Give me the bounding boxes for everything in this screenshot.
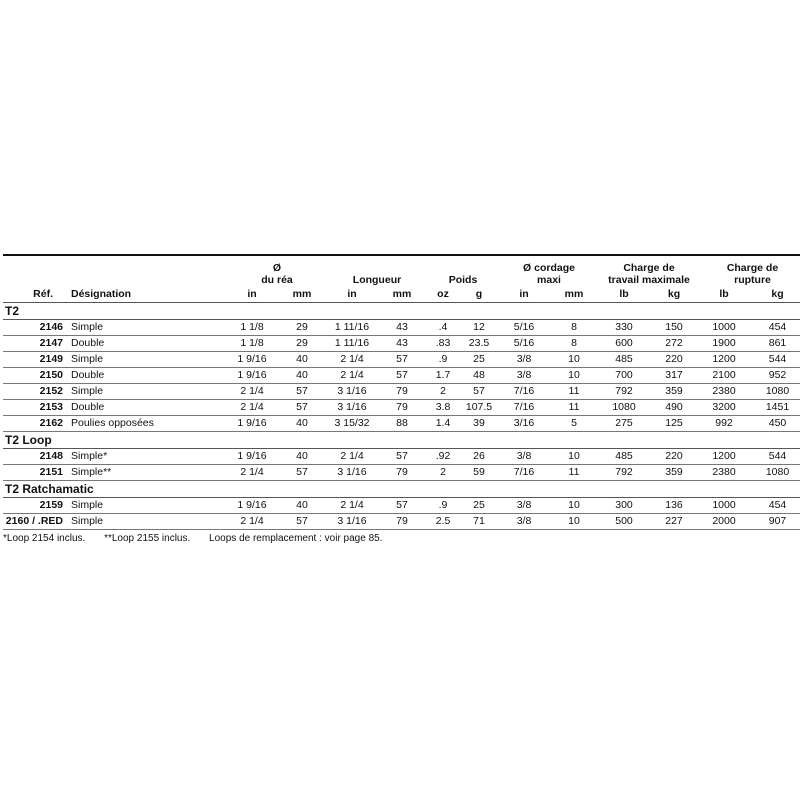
ref-cell: 2153 <box>3 400 67 416</box>
footnotes <box>3 533 796 544</box>
header-weight: Poids <box>448 274 478 286</box>
ref-cell: 2148 <box>3 449 67 465</box>
designation-cell: Double <box>67 400 227 416</box>
value-cell: 59 <box>459 465 499 481</box>
unit-header: mm <box>377 286 427 303</box>
value-cell: 2 1/4 <box>227 400 277 416</box>
value-cell: 220 <box>649 352 699 368</box>
ref-cell: 2147 <box>3 336 67 352</box>
value-cell: 1 9/16 <box>227 416 277 432</box>
value-cell: 792 <box>599 465 649 481</box>
designation-cell: Simple <box>67 352 227 368</box>
value-cell: 40 <box>277 368 327 384</box>
value-cell: 1 9/16 <box>227 352 277 368</box>
value-cell: 2.5 <box>427 514 459 530</box>
table-row <box>3 514 800 530</box>
value-cell: 220 <box>649 449 699 465</box>
value-cell: 25 <box>459 352 499 368</box>
value-cell: 79 <box>377 514 427 530</box>
value-cell: 3/8 <box>499 449 549 465</box>
value-cell: 3/16 <box>499 416 549 432</box>
value-cell: 107.5 <box>459 400 499 416</box>
value-cell: 952 <box>749 368 800 384</box>
header-diameter: Ø du réa <box>261 262 293 286</box>
value-cell: 500 <box>599 514 649 530</box>
value-cell: 3 15/32 <box>327 416 377 432</box>
value-cell: 3/8 <box>499 498 549 514</box>
designation-cell: Simple <box>67 498 227 514</box>
value-cell: 3/8 <box>499 514 549 530</box>
value-cell: 3/8 <box>499 352 549 368</box>
spec-table <box>3 254 800 530</box>
value-cell: 40 <box>277 352 327 368</box>
value-cell: 1080 <box>749 384 800 400</box>
value-cell: 25 <box>459 498 499 514</box>
value-cell: 275 <box>599 416 649 432</box>
value-cell: 1 1/8 <box>227 320 277 336</box>
ref-cell: 2150 <box>3 368 67 384</box>
header-ref: Réf. <box>3 286 67 303</box>
designation-cell: Simple <box>67 514 227 530</box>
value-cell: 40 <box>277 498 327 514</box>
value-cell: .4 <box>427 320 459 336</box>
value-cell: 40 <box>277 416 327 432</box>
value-cell: 1000 <box>699 498 749 514</box>
value-cell: 1200 <box>699 449 749 465</box>
value-cell: 1000 <box>699 320 749 336</box>
value-cell: .9 <box>427 352 459 368</box>
value-cell: 544 <box>749 449 800 465</box>
value-cell: 57 <box>377 352 427 368</box>
value-cell: 330 <box>599 320 649 336</box>
value-cell: 2 <box>427 465 459 481</box>
designation-cell: Simple <box>67 320 227 336</box>
table-row <box>3 400 800 416</box>
value-cell: 2 1/4 <box>327 449 377 465</box>
value-cell: 71 <box>459 514 499 530</box>
footnote: Loops de remplacement : voir page 85. <box>209 533 383 544</box>
value-cell: 544 <box>749 352 800 368</box>
value-cell: 1 11/16 <box>327 320 377 336</box>
value-cell: 136 <box>649 498 699 514</box>
value-cell: 29 <box>277 336 327 352</box>
value-cell: 57 <box>377 498 427 514</box>
value-cell: 10 <box>549 449 599 465</box>
value-cell: 2 1/4 <box>327 498 377 514</box>
value-cell: 1 9/16 <box>227 498 277 514</box>
group-header-row <box>3 481 800 498</box>
value-cell: 79 <box>377 400 427 416</box>
value-cell: 359 <box>649 384 699 400</box>
value-cell: 79 <box>377 465 427 481</box>
table-row <box>3 384 800 400</box>
value-cell: 1451 <box>749 400 800 416</box>
value-cell: .83 <box>427 336 459 352</box>
value-cell: 57 <box>377 368 427 384</box>
value-cell: 2380 <box>699 465 749 481</box>
ref-cell: 2152 <box>3 384 67 400</box>
value-cell: 2000 <box>699 514 749 530</box>
value-cell: 861 <box>749 336 800 352</box>
value-cell: 1.7 <box>427 368 459 384</box>
unit-header: lb <box>699 286 749 303</box>
value-cell: 227 <box>649 514 699 530</box>
value-cell: 1 9/16 <box>227 368 277 384</box>
table-row <box>3 416 800 432</box>
value-cell: 48 <box>459 368 499 384</box>
table-row <box>3 449 800 465</box>
value-cell: 7/16 <box>499 400 549 416</box>
header-rope: Ø cordage maxi <box>523 262 575 286</box>
value-cell: 5/16 <box>499 320 549 336</box>
value-cell: 3200 <box>699 400 749 416</box>
value-cell: 300 <box>599 498 649 514</box>
value-cell: 2 <box>427 384 459 400</box>
header-breaking: Charge de rupture <box>726 262 779 286</box>
value-cell: 88 <box>377 416 427 432</box>
value-cell: 2380 <box>699 384 749 400</box>
value-cell: 3.8 <box>427 400 459 416</box>
unit-header: in <box>227 286 277 303</box>
value-cell: 39 <box>459 416 499 432</box>
value-cell: 11 <box>549 400 599 416</box>
group-header-row <box>3 432 800 449</box>
value-cell: 43 <box>377 336 427 352</box>
value-cell: 2 1/4 <box>327 352 377 368</box>
unit-header: kg <box>649 286 699 303</box>
value-cell: 57 <box>277 514 327 530</box>
value-cell: 150 <box>649 320 699 336</box>
designation-cell: Double <box>67 368 227 384</box>
value-cell: 26 <box>459 449 499 465</box>
ref-cell: 2146 <box>3 320 67 336</box>
value-cell: 43 <box>377 320 427 336</box>
value-cell: 454 <box>749 498 800 514</box>
unit-header: in <box>499 286 549 303</box>
table-row <box>3 336 800 352</box>
designation-cell: Simple** <box>67 465 227 481</box>
table-row <box>3 465 800 481</box>
ref-cell: 2151 <box>3 465 67 481</box>
footnote: *Loop 2154 inclus. <box>3 533 86 544</box>
group-title: T2 Ratchamatic <box>3 481 800 498</box>
value-cell: 1 9/16 <box>227 449 277 465</box>
value-cell: 317 <box>649 368 699 384</box>
value-cell: 490 <box>649 400 699 416</box>
unit-header: oz <box>427 286 459 303</box>
value-cell: 1900 <box>699 336 749 352</box>
value-cell: .9 <box>427 498 459 514</box>
value-cell: 1.4 <box>427 416 459 432</box>
value-cell: 8 <box>549 336 599 352</box>
value-cell: 10 <box>549 368 599 384</box>
value-cell: 272 <box>649 336 699 352</box>
value-cell: 10 <box>549 514 599 530</box>
designation-cell: Poulies opposées <box>67 416 227 432</box>
value-cell: 11 <box>549 384 599 400</box>
value-cell: 907 <box>749 514 800 530</box>
value-cell: 7/16 <box>499 465 549 481</box>
value-cell: 1080 <box>749 465 800 481</box>
value-cell: 5/16 <box>499 336 549 352</box>
value-cell: 2 1/4 <box>227 514 277 530</box>
header-designation: Désignation <box>67 286 227 303</box>
value-cell: 992 <box>699 416 749 432</box>
unit-header: in <box>327 286 377 303</box>
value-cell: 485 <box>599 449 649 465</box>
table-row <box>3 352 800 368</box>
value-cell: 8 <box>549 320 599 336</box>
value-cell: 2 1/4 <box>227 465 277 481</box>
unit-header: lb <box>599 286 649 303</box>
unit-header: mm <box>549 286 599 303</box>
value-cell: 792 <box>599 384 649 400</box>
value-cell: 57 <box>459 384 499 400</box>
designation-cell: Simple <box>67 384 227 400</box>
value-cell: 57 <box>277 384 327 400</box>
unit-header: g <box>459 286 499 303</box>
table-body <box>3 303 800 530</box>
value-cell: 10 <box>549 352 599 368</box>
value-cell: 1080 <box>599 400 649 416</box>
value-cell: 29 <box>277 320 327 336</box>
table-row <box>3 320 800 336</box>
value-cell: .92 <box>427 449 459 465</box>
group-title: T2 <box>3 303 800 320</box>
value-cell: 3 1/16 <box>327 384 377 400</box>
value-cell: 450 <box>749 416 800 432</box>
value-cell: 3 1/16 <box>327 514 377 530</box>
footnote: **Loop 2155 inclus. <box>104 533 191 544</box>
designation-cell: Simple* <box>67 449 227 465</box>
header-length: Longueur <box>352 274 402 286</box>
value-cell: 3 1/16 <box>327 400 377 416</box>
value-cell: 600 <box>599 336 649 352</box>
ref-cell: 2149 <box>3 352 67 368</box>
value-cell: 125 <box>649 416 699 432</box>
value-cell: 2 1/4 <box>227 384 277 400</box>
ref-cell: 2160 / .RED <box>3 514 67 530</box>
value-cell: 3 1/16 <box>327 465 377 481</box>
value-cell: 7/16 <box>499 384 549 400</box>
value-cell: 23.5 <box>459 336 499 352</box>
spec-sheet <box>3 254 796 544</box>
designation-cell: Double <box>67 336 227 352</box>
value-cell: 1 11/16 <box>327 336 377 352</box>
header-safe-load: Charge de travail maximale <box>608 262 690 286</box>
value-cell: 454 <box>749 320 800 336</box>
value-cell: 57 <box>277 465 327 481</box>
value-cell: 10 <box>549 498 599 514</box>
ref-cell: 2162 <box>3 416 67 432</box>
value-cell: 700 <box>599 368 649 384</box>
value-cell: 57 <box>277 400 327 416</box>
value-cell: 359 <box>649 465 699 481</box>
unit-header: mm <box>277 286 327 303</box>
value-cell: 485 <box>599 352 649 368</box>
value-cell: 11 <box>549 465 599 481</box>
table-row <box>3 368 800 384</box>
value-cell: 1 1/8 <box>227 336 277 352</box>
value-cell: 1200 <box>699 352 749 368</box>
value-cell: 79 <box>377 384 427 400</box>
ref-cell: 2159 <box>3 498 67 514</box>
group-title: T2 Loop <box>3 432 800 449</box>
value-cell: 57 <box>377 449 427 465</box>
value-cell: 5 <box>549 416 599 432</box>
unit-header: kg <box>749 286 800 303</box>
table-row <box>3 498 800 514</box>
value-cell: 2100 <box>699 368 749 384</box>
value-cell: 3/8 <box>499 368 549 384</box>
value-cell: 2 1/4 <box>327 368 377 384</box>
value-cell: 12 <box>459 320 499 336</box>
group-header-row <box>3 303 800 320</box>
value-cell: 40 <box>277 449 327 465</box>
